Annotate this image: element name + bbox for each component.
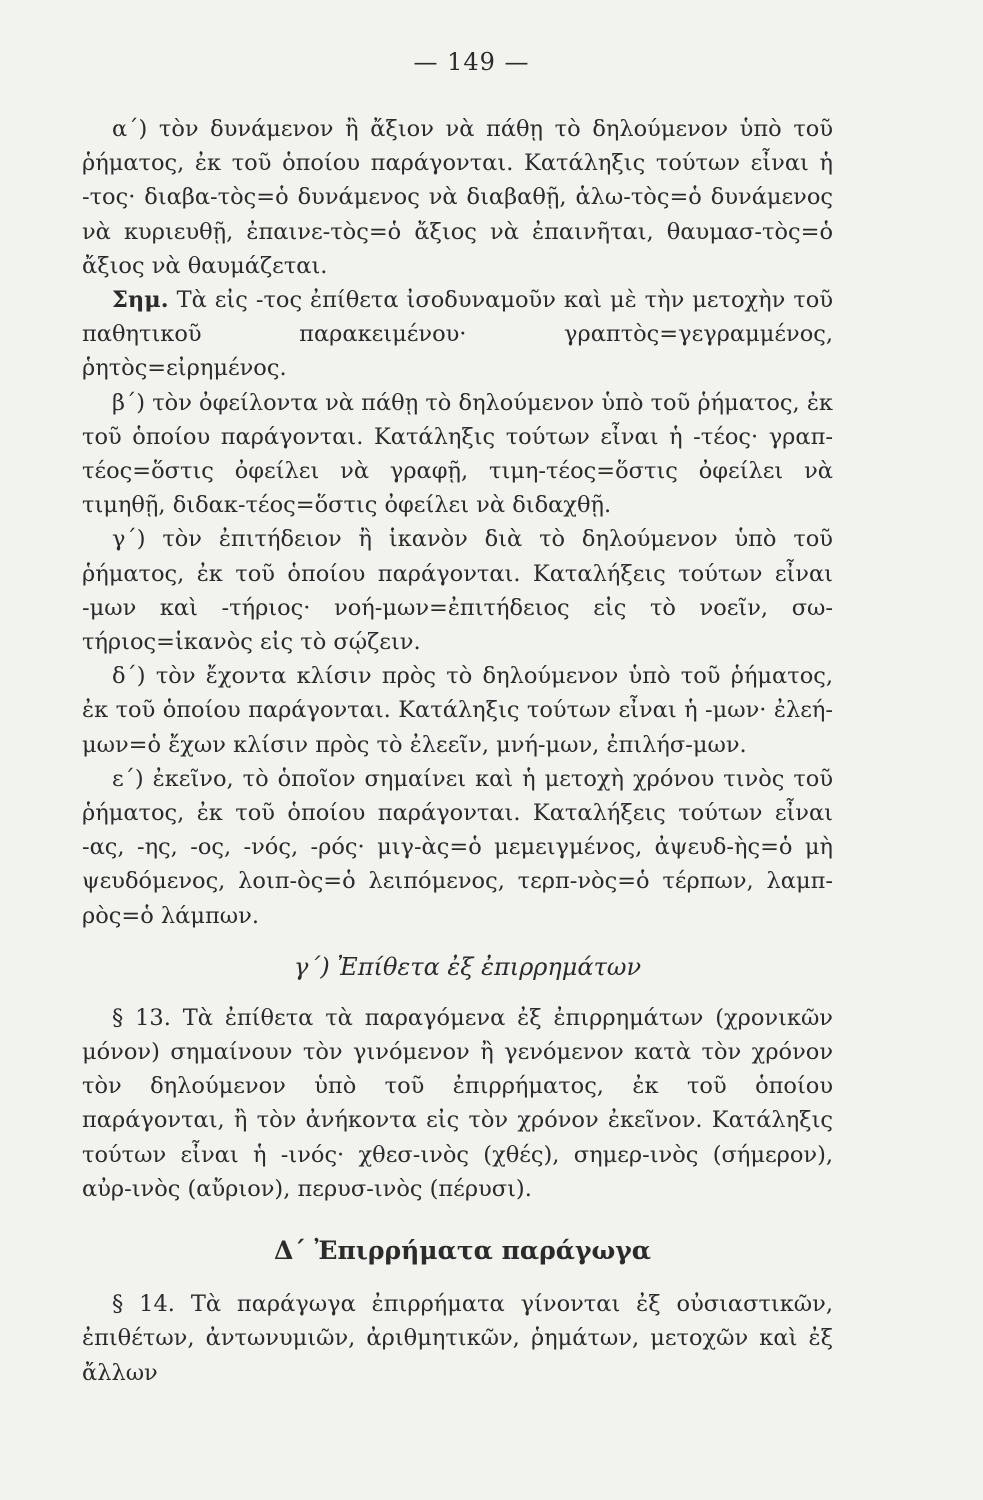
paragraph-epsilon: ε΄) ἐκεῖνο, τὸ ὁποῖον σημαίνει καὶ ἡ μετοχὴ χρόνου τινὸς τοῦ ῥήματος, ἐκ τοῦ ὁποίου παράγονται. Καταλήξεις τούτων εἶναι -ας, -ης, -ος, -νός, -ρός· μιγ-ὰς=ὁ μεμειγμένος, ἀψευδ-ὴς=ὁ μὴ ψευδόμενος, λοιπ-ὸς=ὁ λειπόμενος, τερπ-νὸς=ὁ τέρπων, λαμπ-ρὸς=ὁ λάμπων. — [82, 765, 833, 929]
paragraph-delta: δ΄) τὸν ἔχοντα κλίσιν πρὸς τὸ δηλούμενον ὑπὸ τοῦ ῥήματος, ἐκ τοῦ ὁποίου παράγονται. Κατάληξις τούτων εἶναι ἡ -μων· ἐλεή-μων=ὁ ἔχων κλίσιν πρὸς τὸ ἐλεεῖν, μνή-μων, ἐπιλήσ-μων. — [82, 663, 833, 758]
paragraph-alpha: α΄) τὸν δυνάμενον ἢ ἄξιον νὰ πάθῃ τὸ δηλούμενον ὑπὸ τοῦ ῥήματος, ἐκ τοῦ ὁποίου παράγονται. Κατάληξις τούτων εἶναι ἡ -τος· διαβα-τὸς=ὁ δυνάμενος νὰ διαβαθῇ, ἁλω-τὸς=ὁ δυνάμενος νὰ κυριευθῇ, ἐπαινε-τὸς=ὁ ἄξιος νὰ ἐπαινῆται, θαυμασ-τὸς=ὁ ἄξιος νὰ θαυμάζεται. — [82, 116, 833, 279]
section-13-paragraph: § 13. Τὰ ἐπίθετα τὰ παραγόμενα ἐξ ἐπιρρημάτων (χρονικῶν μόνον) σημαίνουν τὸν γινόμενον ἢ γενόμενον κατὰ τὸν χρόνον τὸν δηλούμενον ὑπὸ τοῦ ἐπιρρήματος, ἐκ τοῦ ὁποίου παράγονται, ἢ τὸν ἀνήκοντα εἰς τὸν χρόνον ἐκεῖνον. Κατάληξις τούτων εἶναι ἡ -ινός· χθεσ-ινὸς (χθές), σημερ-ινὸς (σήμερον), αὐρ-ινὸς (αὔριον), περυσ-ινὸς (πέρυσι). — [82, 1004, 833, 1202]
page-number: — 149 — — [413, 48, 530, 76]
note-text: Τὰ εἰς -τος ἐπίθετα ἰσοδυναμοῦν καὶ μὲ τὴν μετοχὴν τοῦ παθητικοῦ παρακειμένου· γραπτὸς=γεγραμμένος, ῥητὸς=εἰρημένος. — [82, 287, 833, 382]
note-paragraph — [82, 283, 833, 386]
paragraph-beta: β΄) τὸν ὀφείλοντα νὰ πάθῃ τὸ δηλούμενον ὑπὸ τοῦ ῥήματος, ἐκ τοῦ ὁποίου παράγονται. Κατάληξις τούτων εἶναι ἡ -τέος· γραπ-τέος=ὅστις ὀφείλει νὰ γραφῇ, τιμη-τέος=ὅστις ὀφείλει νὰ τιμηθῇ, διδακ-τέος=ὅστις ὀφείλει νὰ διδαχθῇ. — [82, 389, 833, 519]
paragraph-gamma: γ΄) τὸν ἐπιτήδειον ἢ ἱκανὸν διὰ τὸ δηλούμενον ὑπὸ τοῦ ῥήματος, ἐκ τοῦ ὁποίου παράγονται. Καταλήξεις τούτων εἶναι -μων καὶ -τήριος· νοή-μων=ἐπιτήδειος εἰς τὸ νοεῖν, σω-τήριος=ἱκανὸς εἰς τὸ σῴζειν. — [82, 526, 833, 656]
subheading: γ΄) Ἐπίθετα ἐξ ἐπιρρημάτων — [293, 952, 642, 981]
section-heading: Δ΄ Ἐπιρρήματα παράγωγα — [273, 1236, 652, 1266]
section-14-paragraph: § 14. Τὰ παράγωγα ἐπιρρήματα γίνονται ἐξ οὐσιαστικῶν, ἐπιθέτων, ἀντωνυμιῶν, ἀριθμητικῶν, ῥημάτων, μετοχῶν καὶ ἐξ ἄλλων — [82, 1291, 833, 1386]
note-label: Σημ. — [112, 287, 169, 314]
